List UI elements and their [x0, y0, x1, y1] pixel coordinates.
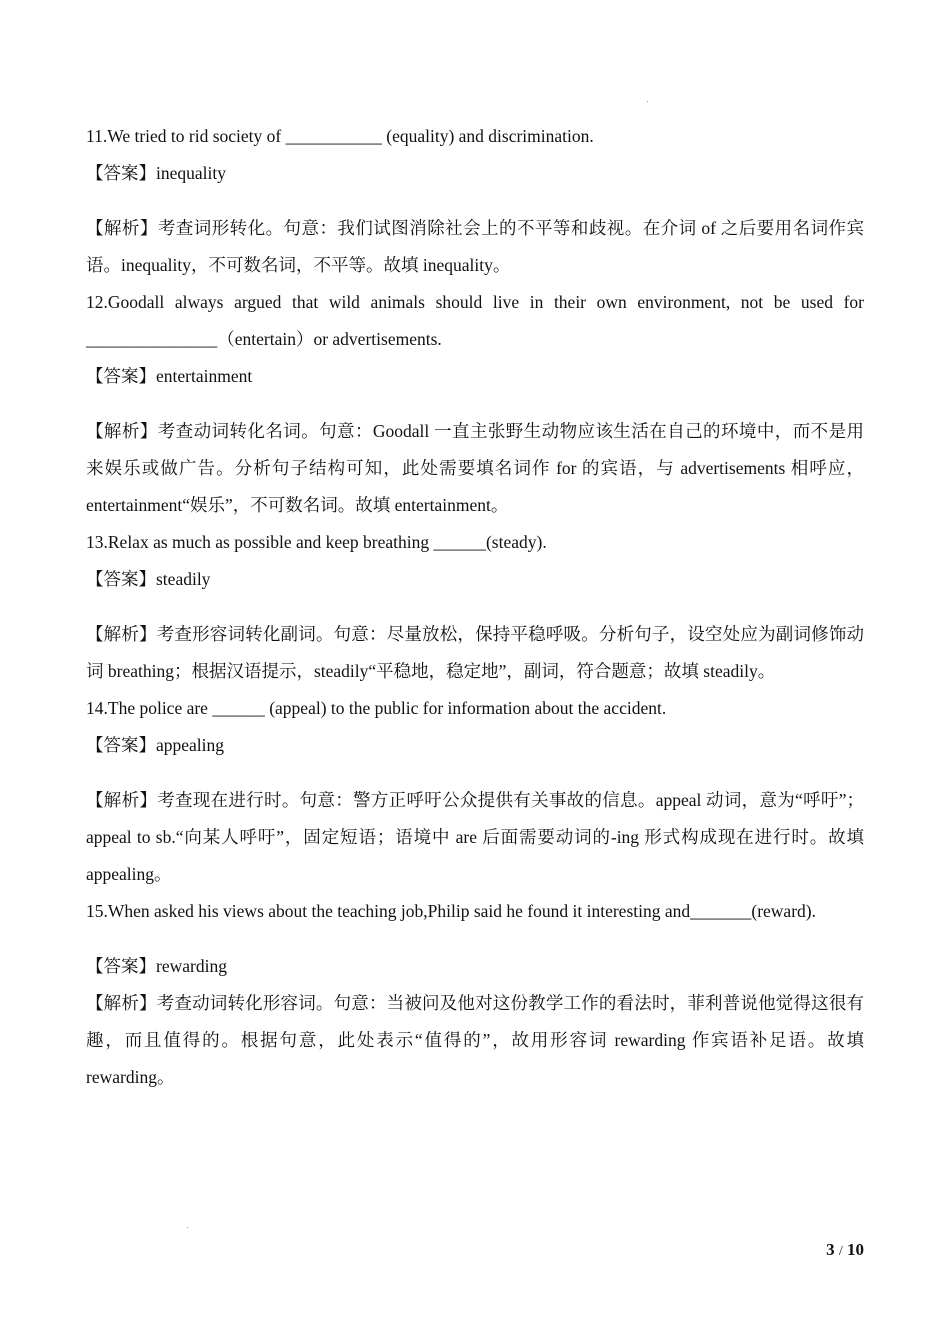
- page-number: [826, 1240, 864, 1260]
- analysis-text: 考查动词转化名词。句意：Goodall 一直主张野生动物应该生活在自己的环境中，而不是用来娱乐或做广告。分析句子结构可知，此处需要填名词作 for 的宾语，与 advertisements 相呼应，entertainment“娱乐”，不可数名词。故填 entertainment。: [86, 421, 864, 515]
- analysis-text: 考查形容词转化副词。句意：尽量放松，保持平稳呼吸。分析句子，设空处应为副词修饰动词 breathing；根据汉语提示，steadily“平稳地，稳定地”，副词，符合题意；故填 steadily。: [86, 624, 865, 681]
- question-13: 13.Relax as much as possible and keep breathing ______(steady).: [86, 532, 547, 552]
- analysis-label: 【解析】: [86, 993, 157, 1013]
- answer-text: appealing: [156, 735, 225, 755]
- answer-label: 【答案】: [86, 366, 156, 386]
- answer-14: [86, 727, 864, 764]
- answer-15: [86, 948, 864, 985]
- answer-text: rewarding: [156, 956, 227, 976]
- answer-11: [86, 155, 864, 192]
- analysis-text: 考查词形转化。句意：我们试图消除社会上的不平等和歧视。在介词 of 之后要用名词作宾语。inequality，不可数名词，不平等。故填 inequality。: [86, 218, 865, 275]
- question-15: 15.When asked his views about the teaching job,Philip said he found it interesting and_______(reward).: [86, 901, 816, 921]
- page-separator: /: [838, 1244, 843, 1259]
- answer-text: inequality: [156, 163, 226, 183]
- analysis-15: [86, 985, 864, 1096]
- document-page: [86, 118, 864, 1096]
- analysis-11: [86, 210, 864, 284]
- answer-label: 【答案】: [86, 956, 156, 976]
- analysis-label: 【解析】: [86, 790, 158, 810]
- scan-speck-bottom: [187, 1227, 188, 1228]
- current-page: 3: [826, 1240, 835, 1259]
- analysis-label: 【解析】: [86, 218, 158, 238]
- answer-label: 【答案】: [86, 163, 156, 183]
- answer-label: 【答案】: [86, 569, 156, 589]
- answer-12: [86, 358, 864, 395]
- question-14: 14.The police are ______ (appeal) to the public for information about the accident.: [86, 698, 667, 718]
- analysis-text: 考查动词转化形容词。句意：当被问及他对这份教学工作的看法时，菲利普说他觉得这很有趣，而且值得的。根据句意，此处表示“值得的”，故用形容词 rewarding 作宾语补足语。故填 rewarding。: [86, 993, 865, 1087]
- analysis-14: [86, 782, 864, 893]
- answer-text: steadily: [156, 569, 211, 589]
- analysis-13: [86, 616, 864, 690]
- analysis-text: 考查现在进行时。句意：警方正呼吁公众提供有关事故的信息。appeal 动词，意为“呼吁”；appeal to sb.“向某人呼吁”，固定短语；语境中 are 后面需要动词的-ing 形式构成现在进行时。故填 appealing。: [86, 790, 864, 884]
- analysis-label: 【解析】: [86, 421, 158, 441]
- question-12: 12.Goodall always argued that wild animals should live in their own environment, not be used for _______________（entertain）or advertisements.: [86, 292, 864, 349]
- analysis-label: 【解析】: [86, 624, 157, 644]
- analysis-12: [86, 413, 864, 524]
- answer-13: [86, 561, 864, 598]
- scan-speck-top: [647, 101, 648, 102]
- answer-label: 【答案】: [86, 735, 156, 755]
- question-11: 11.We tried to rid society of ___________ (equality) and discrimination.: [86, 126, 594, 146]
- answer-text: entertainment: [156, 366, 253, 386]
- total-pages: 10: [847, 1240, 864, 1259]
